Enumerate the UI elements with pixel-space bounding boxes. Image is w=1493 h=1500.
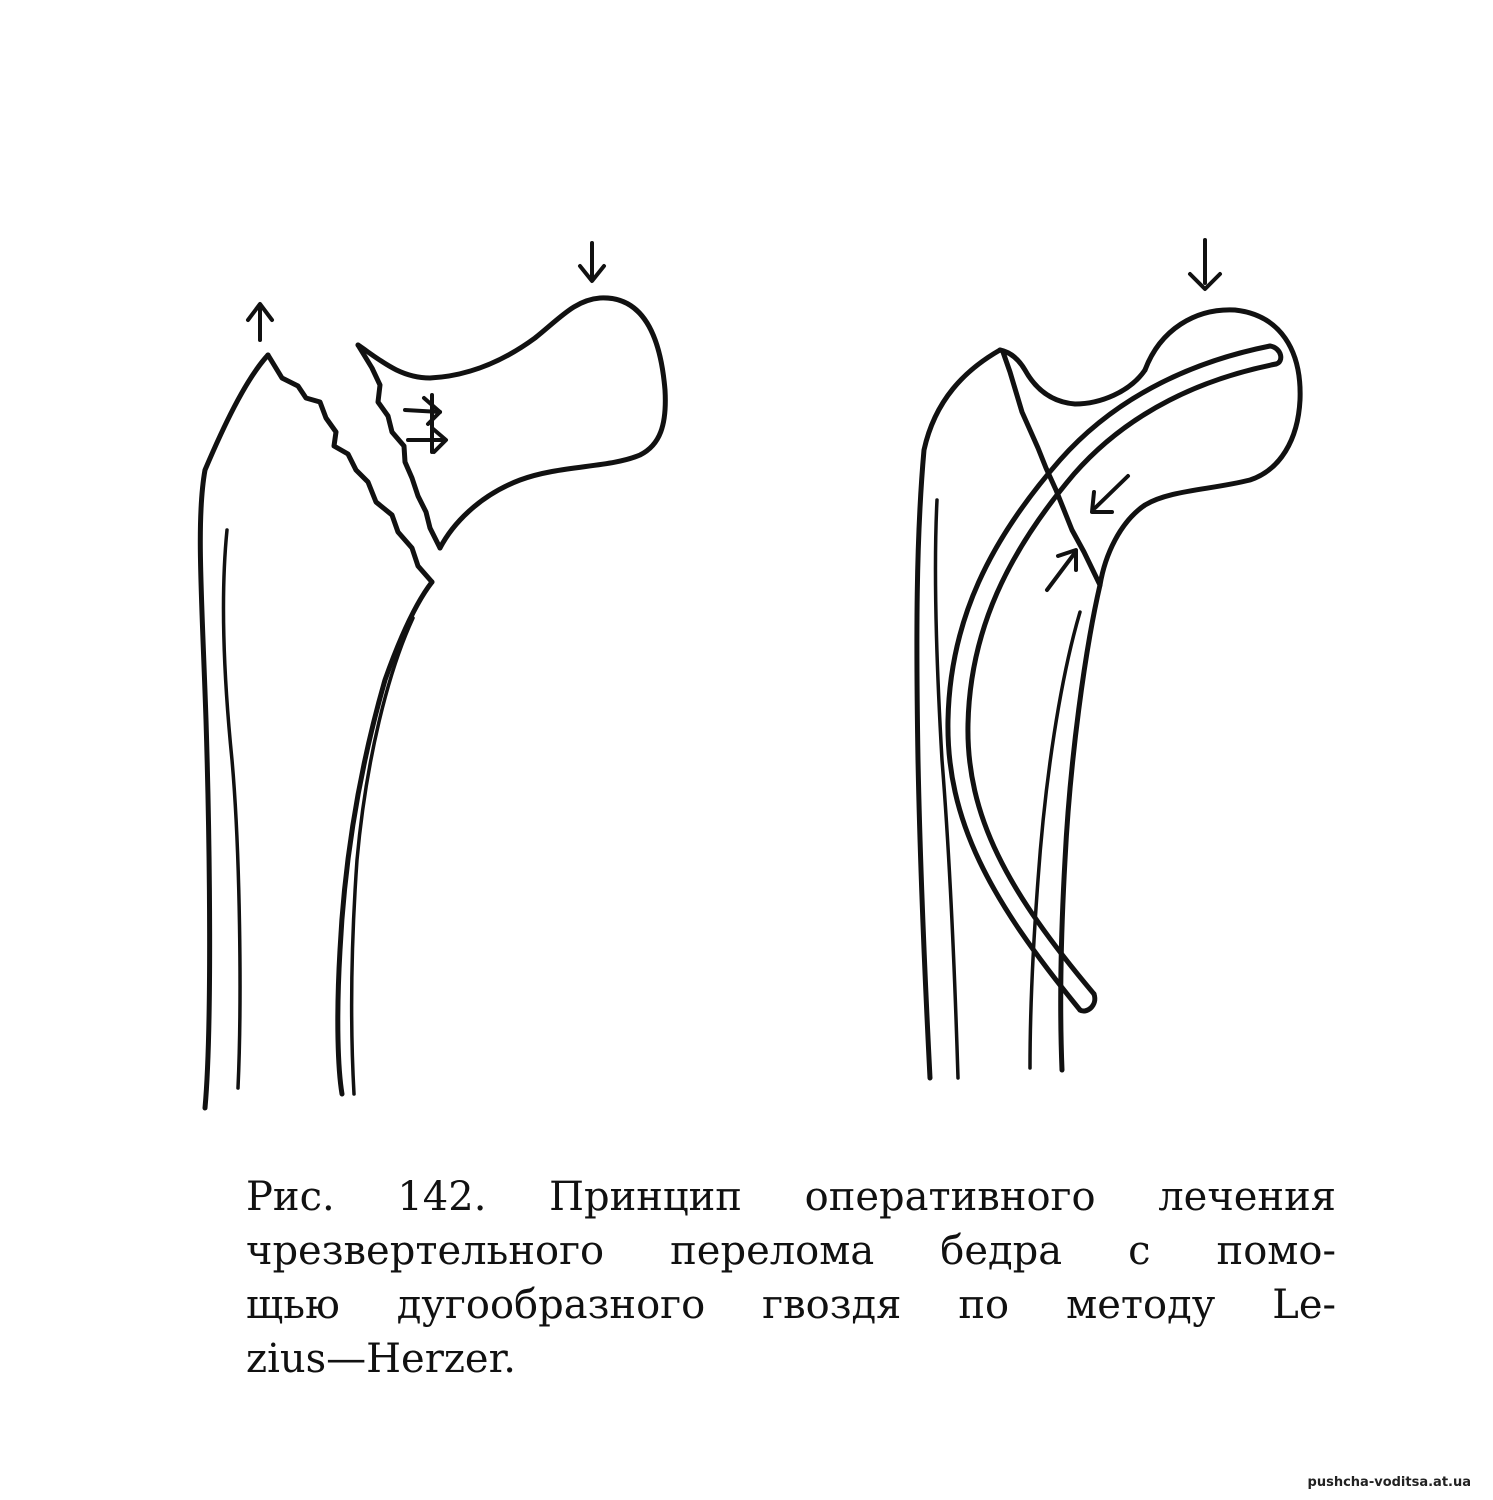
left-femur-inner-edge xyxy=(223,530,240,1088)
right-femur-arrows xyxy=(1047,240,1220,590)
caption-line-4: zius—Herzer. xyxy=(246,1336,517,1382)
caption-line-2: чрезвертельного перелома бедра с помо- xyxy=(246,1228,1336,1274)
left-fracture-line-head xyxy=(358,345,440,548)
left-femur-outer-edge xyxy=(200,355,268,1108)
figure-caption xyxy=(246,1170,1336,1386)
right-femur-head xyxy=(1100,310,1300,585)
nail-end-bottom xyxy=(1080,994,1095,1011)
watermark-text: pushcha-voditsa.at.ua xyxy=(1307,1475,1471,1490)
right-compression-arrow-lower xyxy=(1047,554,1074,590)
caption-line-3: щью дугообразного гвоздя по методу Le- xyxy=(246,1282,1336,1328)
curved-nail xyxy=(948,346,1281,1011)
right-femur-outer-edge xyxy=(917,350,1000,1078)
left-rotation-arrow-upper xyxy=(405,410,440,412)
nail-outer-curve xyxy=(948,346,1270,1010)
caption-line-1: Рис. 142. Принцип оперативного лечения xyxy=(246,1174,1336,1220)
left-femur-arrows xyxy=(248,243,604,452)
right-femur-trochanter xyxy=(1000,350,1145,404)
nail-tip-top xyxy=(1270,346,1281,364)
right-compression-arrow-upper xyxy=(1095,476,1128,508)
left-femur-head-fragment xyxy=(358,298,665,548)
nail-inner-curve xyxy=(968,364,1276,994)
right-femur-fixed xyxy=(917,310,1300,1078)
right-compression-arrowhead-lower xyxy=(1058,550,1076,570)
